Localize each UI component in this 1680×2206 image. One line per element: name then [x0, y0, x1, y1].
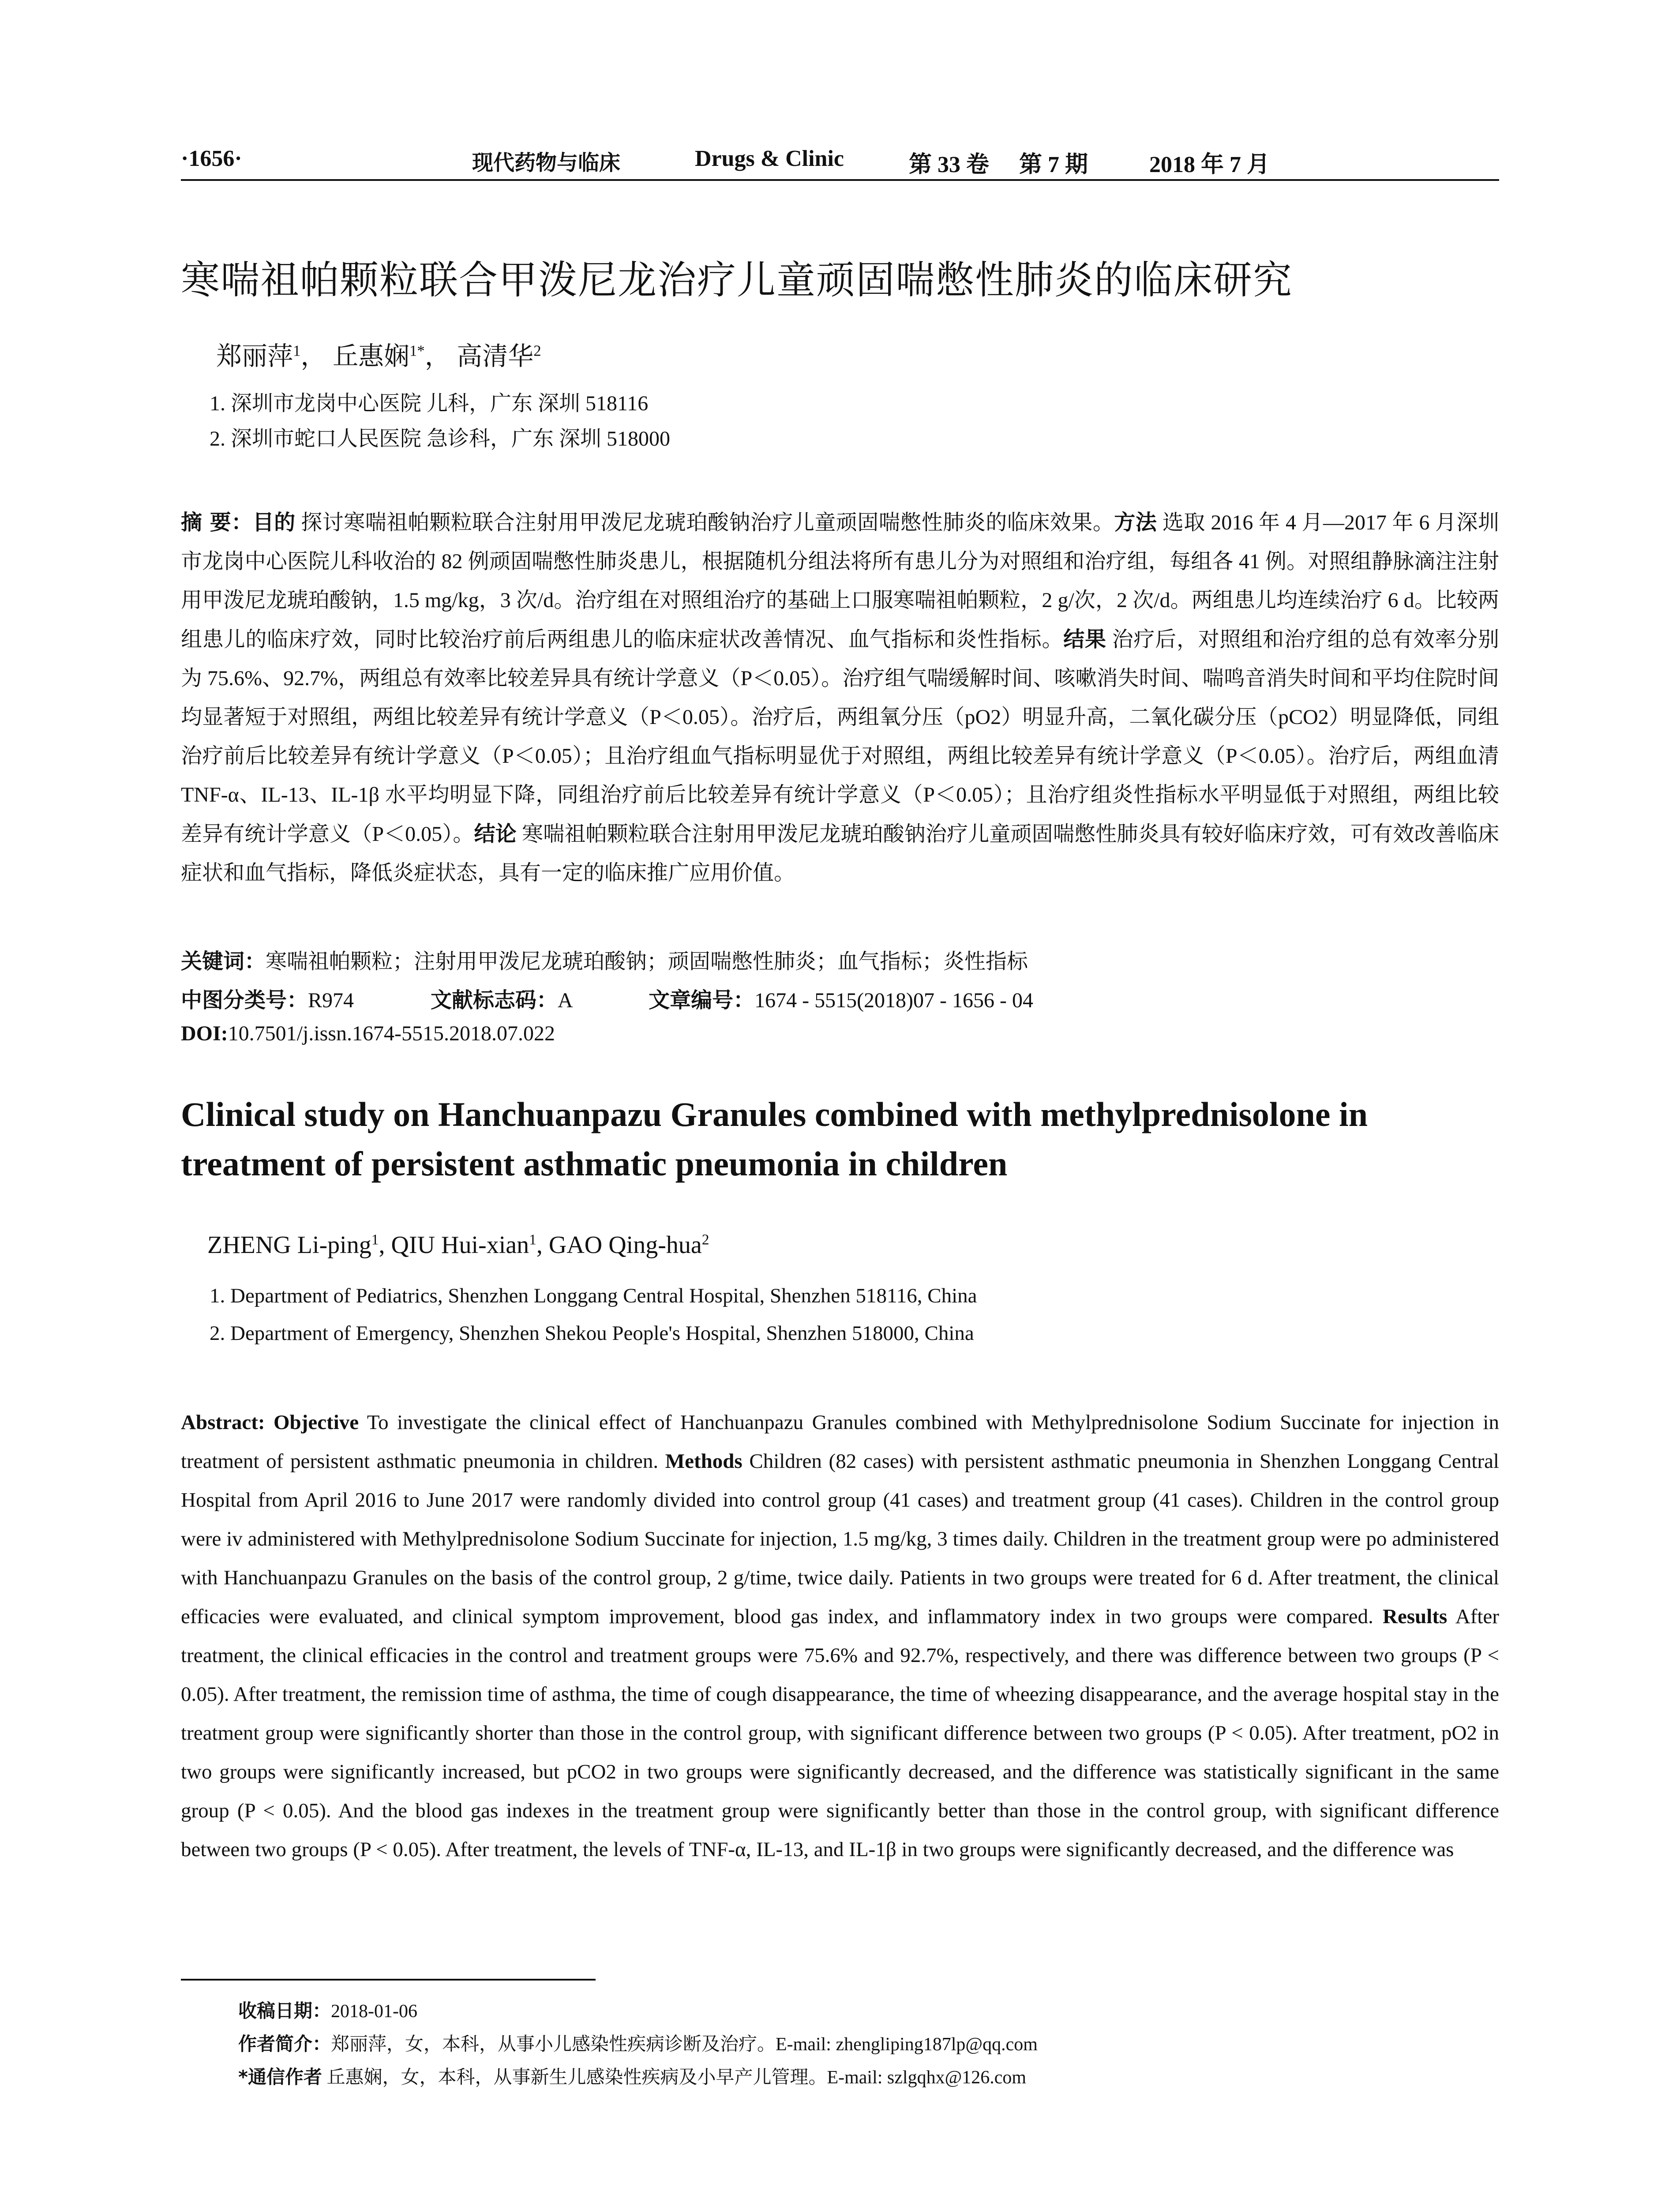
author-name: 郑丽萍: [216, 342, 293, 371]
author-name: 丘惠娴: [332, 342, 409, 371]
footnote-author: [238, 2030, 1038, 2056]
results-text: After treatment, the clinical efficacies in the control and treatment groups were 75.6% and 92.7%, respectively, and there was difference between two groups (P < 0.05). After treatment, the remission time of asthma, the time of cough disappearance, the time of wheezing disappearance, and the average hospital stay in the treatment group were significantly shorter than those in the control group, with significant difference between two groups (P < 0.05). After treatment, pO2 in two groups were significantly increased, but pCO2 in two groups were significantly decreased, and the difference was statistically significant in the same group (P < 0.05). And the blood gas indexes in the treatment group were significantly better than those in the control group, with significant difference between two groups (P < 0.05). After treatment, the levels of TNF-α, IL-13, and IL-1β in two groups were significantly decreased, and the difference was: [181, 1605, 1499, 1861]
doi-line: [181, 1021, 555, 1046]
author-bio-label: 作者简介：: [238, 2033, 331, 2055]
methods-label: Methods: [665, 1450, 742, 1473]
affiliation-cn: 2. 深圳市蛇口人民医院 急诊科，广东 深圳 518000: [210, 427, 671, 450]
keywords-cn: [181, 944, 1028, 975]
author-name: GAO Qing-hua: [548, 1231, 702, 1259]
author-separator: ,: [379, 1231, 391, 1259]
article-number-label: 文章编号：: [649, 988, 755, 1013]
doc-code-label: 文献标志码：: [431, 988, 558, 1013]
objective-text: 探讨寒喘祖帕颗粒联合注射用甲泼尼龙琥珀酸钠治疗儿童顽固喘憋性肺炎的临床效果。: [295, 511, 1114, 534]
conclusion-text: 寒喘祖帕颗粒联合注射用甲泼尼龙琥珀酸钠治疗儿童顽固喘憋性肺炎具有较好临床疗效，可有效改善临床症状和血气指标，降低炎症状态，具有一定的临床推广应用价值。: [181, 822, 1499, 885]
running-header: [181, 140, 1499, 180]
volume: 第 33 卷: [909, 152, 990, 177]
objective-text: To investigate the clinical effect of Hanchuanpazu Granules combined with Methylprednisolone Sodium Succinate for injection in treatment of persistent asthmatic pneumonia in children.: [181, 1411, 1499, 1473]
author-name: QIU Hui-xian: [391, 1231, 529, 1259]
author-bio-text: 郑丽萍，女，本科，从事小儿感染性疾病诊断及治疗。E-mail: zhengliping187lp@qq.com: [331, 2034, 1038, 2055]
author-affiliation-mark: 2: [701, 1231, 709, 1248]
author-affiliation-mark: 1*: [409, 342, 425, 360]
abstract-cn: [181, 503, 1499, 893]
authors-cn: [216, 335, 541, 372]
author-affiliation-mark: 1: [293, 342, 301, 360]
results-label: Results: [1383, 1605, 1448, 1628]
author-separator: ，: [300, 342, 326, 371]
author-affiliation-mark: 1: [529, 1231, 536, 1248]
title-cn: 寒喘祖帕颗粒联合甲泼尼龙治疗儿童顽固喘憋性肺炎的临床研究: [181, 257, 1293, 303]
results-label: 结果: [1063, 627, 1106, 652]
footnote-corresponding: [238, 2063, 1026, 2089]
author-name: 高清华: [457, 342, 534, 371]
author-affiliation-mark: 2: [533, 342, 541, 360]
methods-text: Children (82 cases) with persistent asthmatic pneumonia in Shenzhen Longgang Central Hospital from April 2016 to June 2017 were randomly divided into control group (41 cases) and treatment group (41 cases). Children in the control group were iv administered with Methylprednisolone Sodium Succinate for injection, 1.5 mg/kg, 3 times daily. Children in the treatment group were po administered with Hanchuanpazu Granules on the basis of the control group, 2 g/time, twice daily. Patients in two groups were treated for 6 d. After treatment, the clinical efficacies were evaluated, and clinical symptom improvement, blood gas index, and inflammatory index in two groups were compared.: [181, 1450, 1499, 1628]
received-label: 收稿日期：: [238, 2000, 331, 2022]
clc-value: R974: [308, 989, 354, 1012]
affiliation-en: 2. Department of Emergency, Shenzhen Shekou People's Hospital, Shenzhen 518000, China: [210, 1322, 974, 1345]
issue: 第 7 期: [1019, 152, 1088, 177]
issue-date: 2018 年 7 月: [1149, 152, 1270, 177]
abstract-objective-label: Abstract: Objective: [181, 1411, 359, 1434]
page-number: ·1656·: [181, 146, 242, 171]
title-en: Clinical study on Hanchuanpazu Granules combined with methylprednisolone in treatment of persistent asthmatic pneumonia in children: [181, 1095, 1368, 1183]
methods-text: 选取 2016 年 4 月—2017 年 6 月深圳市龙岗中心医院儿科收治的 82 例顽固喘憋性肺炎患儿，根据随机分组法将所有患儿分为对照组和治疗组，每组各 41 例。对照组静脉滴注注射用甲泼尼龙琥珀酸钠，1.5 mg/kg，3 次/d。治疗组在对照组治疗的基础上口服寒喘祖帕颗粒，2 g/次，2 次/d。两组患儿均连续治疗 6 d。比较两组患儿的临床疗效，同时比较治疗前后两组患儿的临床症状改善情况、血气指标和炎性指标。: [181, 511, 1499, 651]
author-name: ZHENG Li-ping: [207, 1231, 371, 1259]
author-separator: ,: [536, 1231, 549, 1259]
author-separator: ，: [424, 342, 450, 371]
article-number-value: 1674 - 5515(2018)07 - 1656 - 04: [754, 989, 1033, 1012]
conclusion-label: 结论: [474, 822, 517, 846]
classification-line: [181, 983, 1033, 1013]
keywords-text: 寒喘祖帕颗粒；注射用甲泼尼龙琥珀酸钠；顽固喘憋性肺炎；血气指标；炎性指标: [266, 950, 1028, 973]
author-affiliation-mark: 1: [371, 1231, 379, 1248]
received-date: 2018-01-06: [331, 2001, 417, 2022]
journal-name-en: Drugs & Clinic: [695, 146, 844, 171]
header-rule: [181, 179, 1499, 181]
results-text: 治疗后，对照组和治疗组的总有效率分别为 75.6%、92.7%，两组总有效率比较差异具有统计学意义（P＜0.05）。治疗组气喘缓解时间、咳嗽消失时间、喘鸣音消失时间和平均住院时间均显著短于对照组，两组比较差异有统计学意义（P＜0.05）。治疗后，两组氧分压（pO2）明显升高，二氧化碳分压（pCO2）明显降低，同组治疗前后比较差异有统计学意义（P＜0.05）；且治疗组血气指标明显优于对照组，两组比较差异有统计学意义（P＜0.05）。治疗后，两组血清 TNF-α、IL-13、IL-1β 水平均明显下降，同组治疗前后比较差异有统计学意义（P＜0.05）；且治疗组炎性指标水平明显低于对照组，两组比较差异有统计学意义（P＜0.05）。: [181, 628, 1499, 846]
authors-en: [207, 1231, 709, 1259]
objective-label: 目的: [252, 510, 296, 535]
abstract-en: [181, 1403, 1499, 1869]
affiliation-en: 1. Department of Pediatrics, Shenzhen Longgang Central Hospital, Shenzhen 518116, China: [210, 1284, 977, 1307]
abstract-label: 摘 要：: [181, 510, 253, 535]
doi-link[interactable]: 10.7501/j.issn.1674-5515.2018.07.022: [228, 1022, 555, 1045]
keywords-label: 关键词：: [181, 949, 266, 974]
footnote-rule: [181, 1979, 596, 1981]
doi-label: DOI:: [181, 1022, 228, 1045]
footnote-received: [238, 1996, 417, 2023]
clc-label: 中图分类号：: [181, 988, 308, 1013]
journal-name-cn: 现代药物与临床: [472, 150, 621, 175]
doc-code-value: A: [558, 989, 572, 1012]
affiliation-cn: 1. 深圳市龙岗中心医院 儿科，广东 深圳 518116: [210, 392, 649, 415]
methods-label: 方法: [1114, 510, 1157, 535]
corresponding-text: 丘惠娴，女，本科，从事新生儿感染性疾病及小早产儿管理。E-mail: szlgqhx@126.com: [322, 2067, 1027, 2088]
corresponding-label: *通信作者: [238, 2066, 322, 2088]
